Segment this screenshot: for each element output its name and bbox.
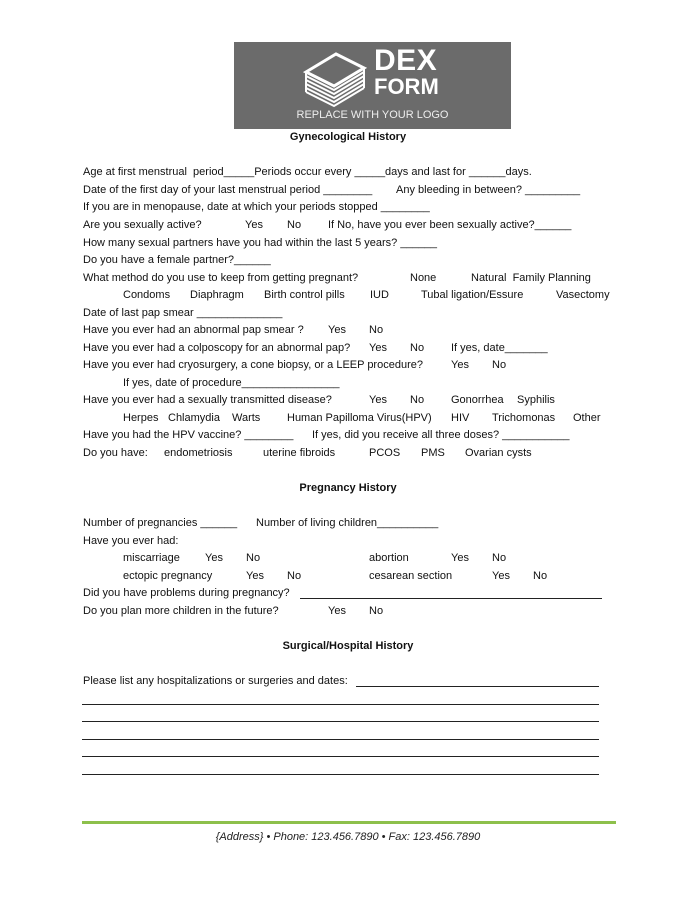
form-field-label[interactable]: If No, have you ever been sexually active?______ bbox=[328, 219, 572, 231]
form-field-label: Did you have problems during pregnancy? bbox=[83, 587, 290, 599]
form-option[interactable]: Diaphragm bbox=[190, 289, 244, 301]
form-option[interactable]: Trichomonas bbox=[492, 412, 556, 424]
pregnancy-problems-line[interactable] bbox=[300, 597, 602, 599]
form-option[interactable]: Chlamydia bbox=[168, 412, 220, 424]
logo-text-dex: DEX bbox=[374, 44, 438, 77]
form-field-label: Do you have: bbox=[83, 447, 148, 459]
form-option[interactable]: Warts bbox=[232, 412, 261, 424]
form-field-label: What method do you use to keep from getting pregnant? bbox=[83, 272, 359, 284]
form-option[interactable]: abortion bbox=[369, 552, 409, 564]
form-option[interactable]: None bbox=[410, 272, 437, 284]
form-option[interactable]: Yes bbox=[205, 552, 223, 564]
form-option[interactable]: No bbox=[287, 570, 302, 582]
form-option[interactable]: IUD bbox=[370, 289, 389, 301]
hospitalizations-line[interactable] bbox=[82, 755, 599, 757]
form-option[interactable]: Syphilis bbox=[517, 394, 555, 406]
form-option[interactable]: Yes bbox=[328, 324, 346, 336]
form-field-label[interactable]: Any bleeding in between? _________ bbox=[396, 184, 581, 196]
form-option[interactable]: endometriosis bbox=[164, 447, 233, 459]
form-option[interactable]: Yes bbox=[451, 359, 469, 371]
form-option[interactable]: No bbox=[492, 552, 507, 564]
form-field-label: Please list any hospitalizations or surgeries and dates: bbox=[83, 675, 348, 687]
form-option[interactable]: No bbox=[287, 219, 302, 231]
form-option[interactable]: Vasectomy bbox=[556, 289, 610, 301]
stacked-papers-icon bbox=[302, 50, 368, 110]
hospitalizations-line[interactable] bbox=[82, 773, 599, 775]
form-option[interactable]: No bbox=[492, 359, 507, 371]
form-field-label[interactable]: Number of living children__________ bbox=[256, 517, 439, 529]
form-option[interactable]: Yes bbox=[369, 394, 387, 406]
hospitalizations-line[interactable] bbox=[82, 738, 599, 740]
heading-pregnancy-history: Pregnancy History bbox=[299, 482, 397, 494]
form-field-label[interactable]: Do you have a female partner?______ bbox=[83, 254, 271, 266]
form-field-label: Have you ever had a colposcopy for an abnormal pap? bbox=[83, 342, 351, 354]
form-field-label: Condoms bbox=[123, 289, 171, 301]
form-field-label: Have you ever had an abnormal pap smear ? bbox=[83, 324, 304, 336]
form-field-label[interactable]: Date of last pap smear ______________ bbox=[83, 307, 283, 319]
form-field-label: Have you ever had cryosurgery, a cone biopsy, or a LEEP procedure? bbox=[83, 359, 423, 371]
form-field-label[interactable]: Number of pregnancies ______ bbox=[83, 517, 238, 529]
footer-divider bbox=[82, 821, 616, 824]
form-field-label[interactable]: Date of the first day of your last menstrual period ________ bbox=[83, 184, 373, 196]
hospitalizations-line[interactable] bbox=[82, 703, 599, 705]
form-option[interactable]: cesarean section bbox=[369, 570, 453, 582]
logo-text-form: FORM bbox=[374, 74, 439, 99]
form-field-label[interactable]: Age at first menstrual period_____Periods occur every _____days and last for ______days. bbox=[83, 166, 532, 178]
form-option[interactable]: PMS bbox=[421, 447, 445, 459]
form-option[interactable]: uterine fibroids bbox=[263, 447, 336, 459]
form-field-label[interactable]: If yes, date_______ bbox=[451, 342, 548, 354]
footer-contact: {Address} • Phone: 123.456.7890 • Fax: 123.456.7890 bbox=[215, 831, 481, 843]
form-option[interactable]: Gonorrhea bbox=[451, 394, 504, 406]
form-option[interactable]: Other bbox=[573, 412, 601, 424]
form-option[interactable]: No bbox=[246, 552, 261, 564]
form-option[interactable]: No bbox=[410, 394, 425, 406]
company-logo bbox=[234, 42, 511, 129]
form-field-label: Have you ever had a sexually transmitted disease? bbox=[83, 394, 332, 406]
form-option[interactable]: PCOS bbox=[369, 447, 401, 459]
form-option[interactable]: Natural Family Planning bbox=[471, 272, 591, 284]
form-field-label[interactable]: If yes, date of procedure________________ bbox=[123, 377, 340, 389]
form-field-label[interactable]: Have you had the HPV vaccine? ________ bbox=[83, 429, 294, 441]
form-option[interactable]: No bbox=[533, 570, 548, 582]
form-option[interactable]: HIV bbox=[451, 412, 470, 424]
form-field-label[interactable]: If you are in menopause, date at which your periods stopped ________ bbox=[83, 201, 430, 213]
form-option[interactable]: Yes bbox=[492, 570, 510, 582]
form-option[interactable]: Yes bbox=[328, 605, 346, 617]
form-field-label: ectopic pregnancy bbox=[123, 570, 213, 582]
form-field-label: Have you ever had: bbox=[83, 535, 179, 547]
form-field-label: miscarriage bbox=[123, 552, 180, 564]
form-option[interactable]: No bbox=[410, 342, 425, 354]
heading-gynecological-history: Gynecological History bbox=[289, 131, 407, 143]
form-option[interactable]: Birth control pills bbox=[264, 289, 345, 301]
form-option[interactable]: Yes bbox=[246, 570, 264, 582]
heading-surgical-history: Surgical/Hospital History bbox=[282, 640, 414, 652]
form-field-label[interactable]: If yes, did you receive all three doses? ___________ bbox=[312, 429, 570, 441]
form-option[interactable]: Tubal ligation/Essure bbox=[421, 289, 524, 301]
form-option[interactable]: Yes bbox=[245, 219, 263, 231]
form-option[interactable]: Human Papilloma Virus(HPV) bbox=[287, 412, 432, 424]
form-field-label: Do you plan more children in the future? bbox=[83, 605, 279, 617]
hospitalizations-line[interactable] bbox=[356, 685, 599, 687]
form-option[interactable]: Ovarian cysts bbox=[465, 447, 532, 459]
form-option[interactable]: No bbox=[369, 605, 384, 617]
form-field-label[interactable]: How many sexual partners have you had within the last 5 years? ______ bbox=[83, 237, 438, 249]
form-option[interactable]: Yes bbox=[451, 552, 469, 564]
form-field-label: Herpes bbox=[123, 412, 159, 424]
form-field-label: Are you sexually active? bbox=[83, 219, 202, 231]
logo-tagline: REPLACE WITH YOUR LOGO bbox=[296, 109, 449, 121]
hospitalizations-line[interactable] bbox=[82, 720, 599, 722]
form-option[interactable]: Yes bbox=[369, 342, 387, 354]
form-option[interactable]: No bbox=[369, 324, 384, 336]
